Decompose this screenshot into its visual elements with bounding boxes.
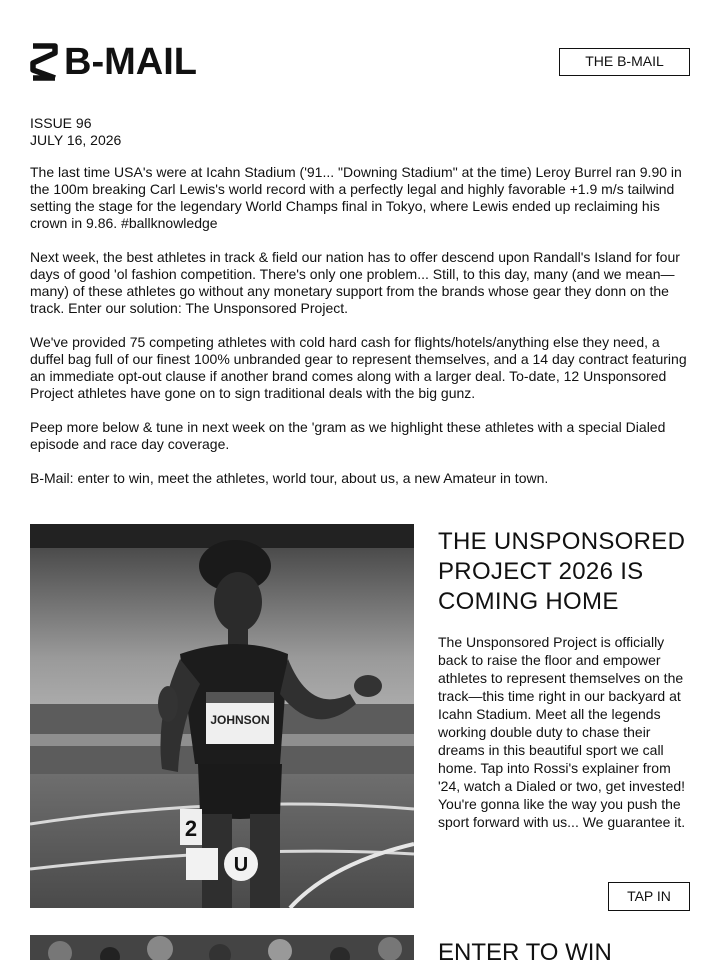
brand-mark-icon (30, 43, 58, 81)
logo-text: B-MAIL (64, 41, 197, 83)
intro-paragraph[interactable]: B-Mail: enter to win, meet the athletes, world tour, about us, a new Amateur in town. (30, 470, 549, 486)
bib-number: 2 (184, 816, 198, 841)
intro-text (30, 164, 695, 504)
feature-photo[interactable] (30, 524, 414, 908)
feature-title: THE UNSPONSORED PROJECT 2026 IS COMING HOME (438, 528, 686, 615)
the-bmail-button[interactable]: THE B-MAIL (559, 48, 690, 76)
enter-to-win-title: ENTER TO WIN (438, 939, 612, 960)
issue-date: JULY 16, 2026 (30, 132, 122, 148)
issue-number: ISSUE 96 (30, 115, 92, 131)
feature-body: The Unsponsored Project is officially back to raise the floor and empower athletes to represent themselves on the track—this time right in our backyard at Icahn Stadium. Meet all the legends working double duty to chase their dreams in this beautiful sport we call home. Tap into Rossi's explainer from '24, watch a Dialed or two, get invested! You're gonna like the way you push the sport forward with us... We guarantee it. (438, 634, 686, 830)
tap-in-button[interactable]: TAP IN (608, 882, 690, 911)
u-badge-letter: U (233, 854, 249, 876)
issue-meta (30, 115, 121, 149)
intro-paragraph: The last time USA's were at Icahn Stadium ('91... "Downing Stadium" at the time) Leroy Burrel ran 9.90 in the 100m breaking Carl Lewis's world record with a perfectly legal and highly favorable +1.9 m/s tailwind setting the stage for the legendary World Champs final in Tokyo, where Lewis ended up reclaiming his crown in 9.86. #ballknowledge (30, 164, 682, 231)
logo[interactable] (30, 42, 197, 82)
intro-paragraph: Peep more below & tune in next week on the 'gram as we highlight these athletes with a special Dialed episode and race day coverage. (30, 419, 666, 452)
crowd-photo (30, 935, 414, 960)
enter-to-win-photo[interactable] (30, 935, 414, 960)
bib-name: JOHNSON (210, 713, 270, 727)
intro-paragraph: We've provided 75 competing athletes with cold hard cash for flights/hotels/anything else they need, a duffel bag full of our finest 100% unbranded gear to represent themselves, and a 14 day contract featuring an immediate opt-out clause if another brand comes along with a larger deal. To-date, 12 Unsponsored Project athletes have gone on to sign traditional deals with the big gunz. (30, 334, 687, 401)
header (30, 42, 690, 82)
logo-square (186, 848, 218, 880)
athlete-photo (30, 524, 414, 908)
intro-paragraph: Next week, the best athletes in track & field our nation has to offer descend upon Randall's Island for four days of good 'ol fashion competition. There's only one problem... Still, to this day, many (and we mean—many) of these athletes go without any monetary support from the brands whose gear they donn on the track. Enter our solution: The Unsponsored Project. (30, 249, 680, 316)
